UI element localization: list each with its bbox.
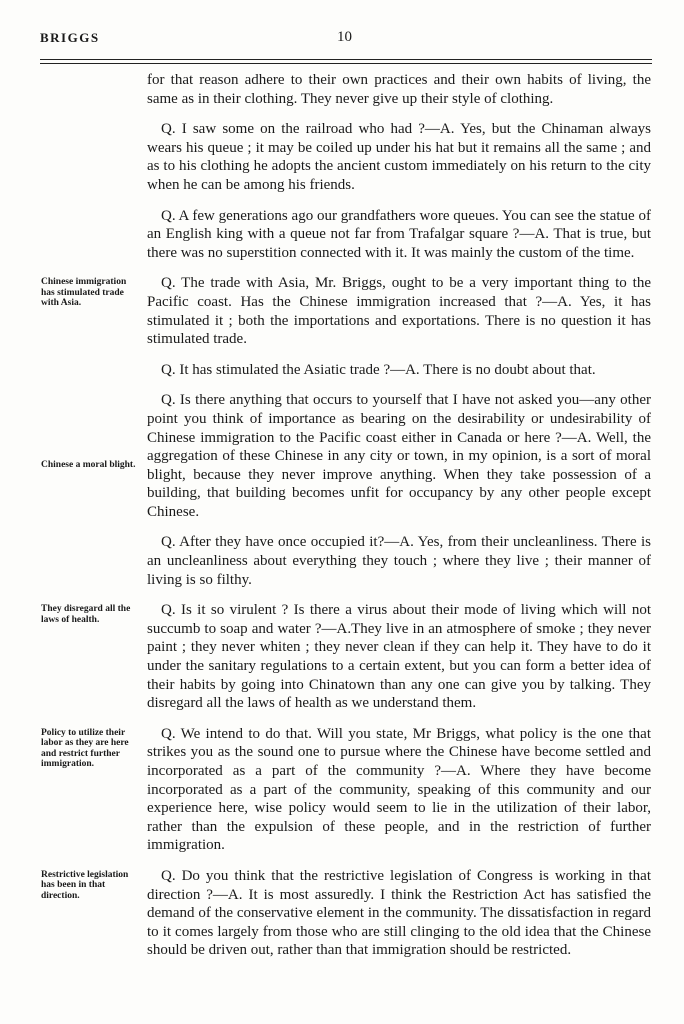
header-rule-top bbox=[40, 59, 652, 60]
paragraph-text: Q. We intend to do that. Will you state, Mr Briggs, what policy is the one that strikes you as the sound one to pursue where the Chinese have become settled and incorporated as a part of the community ?—A. Where they have become incorporated as a part of the community, speaking of this community and our experience here, wise policy would seem to lie in the utilization of their labor, rather than the expulsion of these people, and in the restriction of further immigration. bbox=[147, 725, 651, 854]
paragraph-text: Q. Do you think that the restrictive legislation of Congress is working in that direction ?—A. It is most assuredly. I think the Restriction Act has satisfied the demand of the conservative element in the community. The dissatisfaction in regard to it comes largely from those who are still clinging to the old idea that the Chinese should be driven out, rather than that immigration should be restricted. bbox=[147, 867, 651, 959]
page-body bbox=[41, 71, 651, 972]
paragraph-text: Q. Is there anything that occurs to yourself that I have not asked you—any other point you think of importance as bearing on the desirability or undesirability of Chinese immigration to the Pacific coast either in Canada or here ?—A. Well, the aggregation of these Chinese in any city or town, in my opinion, is a sort of moral blight, because they never improve anything. When they take possession of a building, that building becomes unfit for occupancy by any other people except Chinese. bbox=[147, 392, 651, 520]
page-header bbox=[40, 30, 648, 50]
paragraph-text: for that reason adhere to their own practices and their own habits of living, the same as in their clothing. They never give up their style of clothing. bbox=[147, 72, 651, 107]
paragraph bbox=[147, 361, 651, 380]
running-head: BRIGGS bbox=[40, 30, 100, 45]
page-number: 10 bbox=[337, 29, 352, 45]
paragraph-text: Q. A few generations ago our grandfathers wore queues. You can see the statue of an English king with a queue not far from Trafalgar square ?—A. That is true, but there was no superstition connected with it. It was mainly the custom of the time. bbox=[147, 207, 651, 261]
paragraph-text: Q. The trade with Asia, Mr. Briggs, ought to be a very important thing to the Pacific coast. Has the Chinese immigration increased that ?—A. Yes, it has stimulated it ; both the importations and exportations. There is no question it has stimulated trade. bbox=[147, 275, 651, 348]
margin-note: They disregard all the laws of health. bbox=[41, 604, 131, 625]
paragraph-text: Q. It has stimulated the Asiatic trade ?—A. There is no doubt about that. bbox=[161, 361, 596, 378]
paragraph bbox=[41, 725, 651, 855]
paragraph-text: Q. I saw some on the railroad who had ?—A. Yes, but the Chinaman always wears his queue ; it may be coiled up under his hat but it remains all the same ; and as to his clothing he adopts the ancient custom immediately on his return to the city when he can be among his friends. bbox=[147, 121, 651, 193]
margin-note: Policy to utilize their labor as they are here and restrict further immigration. bbox=[41, 727, 129, 770]
paragraph-text: Q. After they have once occupied it?—A. Yes, from their uncleanliness. There is an uncleanliness about everything they touch ; where they live ; their manner of living is so filthy. bbox=[147, 534, 651, 588]
margin-note: Chinese immigration has stimulated trade with Asia. bbox=[41, 277, 127, 309]
paragraph bbox=[41, 391, 651, 521]
margin-note: Chinese a moral blight. bbox=[41, 460, 136, 471]
header-rule-bottom bbox=[40, 63, 652, 64]
paragraph bbox=[147, 71, 651, 108]
paragraph-text: Q. Is it so virulent ? Is there a virus about their mode of living which will not succumb to soap and water ?—A.They live in an atmosphere of smoke ; they never paint ; they never whiten ; they never clean if they can help it. They have to do it under the sanitary regulations to a certain extent, but you can form a better idea of their habits by going into Chinatown than any one can give you by talking. They disregard all the laws of health as we understand them. bbox=[147, 602, 651, 712]
paragraph bbox=[147, 533, 651, 589]
paragraph bbox=[41, 601, 651, 713]
margin-note: Restrictive legislation has been in that direction. bbox=[41, 869, 129, 901]
paragraph bbox=[41, 274, 651, 348]
paragraph bbox=[147, 120, 651, 194]
paragraph bbox=[41, 867, 651, 960]
paragraph bbox=[147, 207, 651, 263]
